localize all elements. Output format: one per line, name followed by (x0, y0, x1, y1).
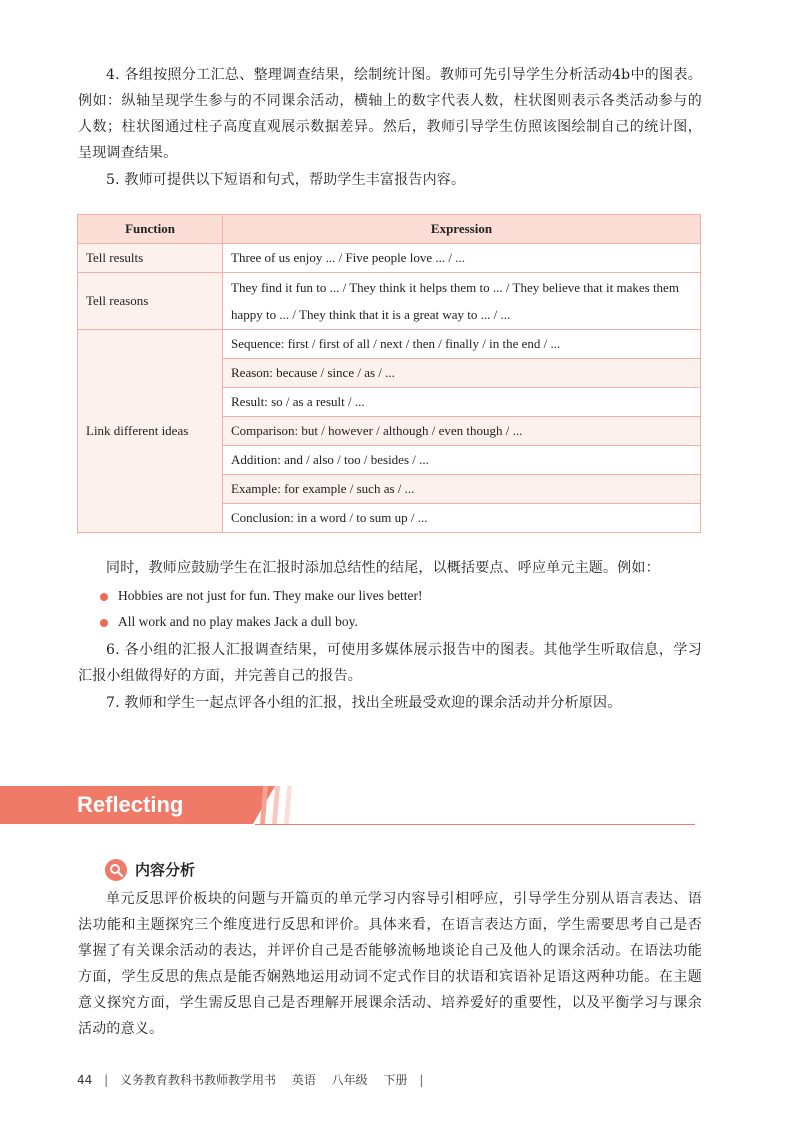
function-cell: Tell results (78, 244, 223, 273)
table-header-function: Function (78, 215, 223, 244)
bullet-text: All work and no play makes Jack a dull boy. (118, 614, 358, 629)
expression-cell: Sequence: first / first of all / next / then / finally / in the end / ... (223, 330, 701, 359)
paragraph-summary: 同时，教师应鼓励学生在汇报时添加总结性的结尾，以概括要点、呼应单元主题。例如： (106, 560, 660, 576)
expression-cell: Addition: and / also / too / besides / ... (223, 446, 701, 475)
banner-stripe (284, 786, 292, 824)
expression-cell: Conclusion: in a word / to sum up / ... (223, 504, 701, 533)
table-row (78, 330, 701, 359)
table-row (78, 273, 701, 330)
bullet-dot-icon (100, 593, 108, 601)
expression-cell: Three of us enjoy ... / Five people love ... / ... (223, 244, 701, 273)
banner-stripe (272, 786, 280, 824)
page-number: 44 (77, 1073, 93, 1087)
subject: 英语 (291, 1073, 316, 1087)
page-footer: 44 | 义务教育教科书教师教学用书 英语 八年级 下册 | (77, 1073, 424, 1087)
expression-cell: They find it fun to ... / They think it helps them to ... / They believe that it makes them happy to ... / They think that it is a great way to ... / ... (223, 273, 701, 330)
expression-cell: Reason: because / since / as / ... (223, 359, 701, 388)
expression-cell: Example: for example / such as / ... (223, 475, 701, 504)
paragraph-step-6: 6. 各小组的汇报人汇报调查结果，可使用多媒体展示报告中的图表。其他学生听取信息，学习汇报小组做得好的方面，并完善自己的报告。 (78, 642, 702, 684)
table-header-expression: Expression (223, 215, 701, 244)
function-cell: Tell reasons (78, 273, 223, 330)
grade: 八年级 (331, 1073, 368, 1087)
bullet-dot-icon (100, 619, 108, 627)
paragraph-analysis: 单元反思评价板块的问题与开篇页的单元学习内容导引相呼应，引导学生分别从语言表达、语法功能和主题探究三个维度进行反思和评价。具体来看，在语言表达方面，学生需要思考自己是否掌握了有关课余活动的表达，并评价自己是否能够流畅地谈论自己及他人的课余活动。在语法功能方面，学生反思的焦点是能否娴熟地运用动词不定式作目的状语和宾语补足语这两种功能。在主题意义探究方面，学生需反思自己是否理解开展课余活动、培养爱好的重要性，以及平衡学习与课余活动的意义。 (78, 891, 702, 1037)
expression-cell: Result: so / as a result / ... (223, 388, 701, 417)
book-title: 义务教育教科书教师教学用书 (119, 1073, 276, 1087)
section-divider (255, 824, 695, 825)
function-cell: Link different ideas (78, 330, 223, 533)
paragraph-step-5: 5. 教师可提供以下短语和句式，帮助学生丰富报告内容。 (106, 172, 466, 188)
section-title: Reflecting (77, 792, 184, 817)
table-row (78, 244, 701, 273)
bullet-text: Hobbies are not just for fun. They make our lives better! (118, 588, 423, 603)
expression-cell: Comparison: but / however / although / even though / ... (223, 417, 701, 446)
volume: 下册 (383, 1073, 408, 1087)
function-expression-table (77, 214, 701, 533)
magnifier-icon (105, 859, 127, 881)
paragraph-step-7: 7. 教师和学生一起点评各小组的汇报，找出全班最受欢迎的课余活动并分析原因。 (106, 695, 622, 711)
paragraph-step-4: 4. 各组按照分工汇总、整理调查结果，绘制统计图。教师可先引导学生分析活动4b中的图表。例如：纵轴呈现学生参与的不同课余活动，横轴上的数字代表人数，柱状图则表示各类活动参与的人数；柱状图通过柱子高度直观展示数据差异。然后，教师引导学生仿照该图绘制自己的统计图，呈现调查结果。 (78, 67, 702, 161)
subheading: 内容分析 (135, 861, 196, 879)
